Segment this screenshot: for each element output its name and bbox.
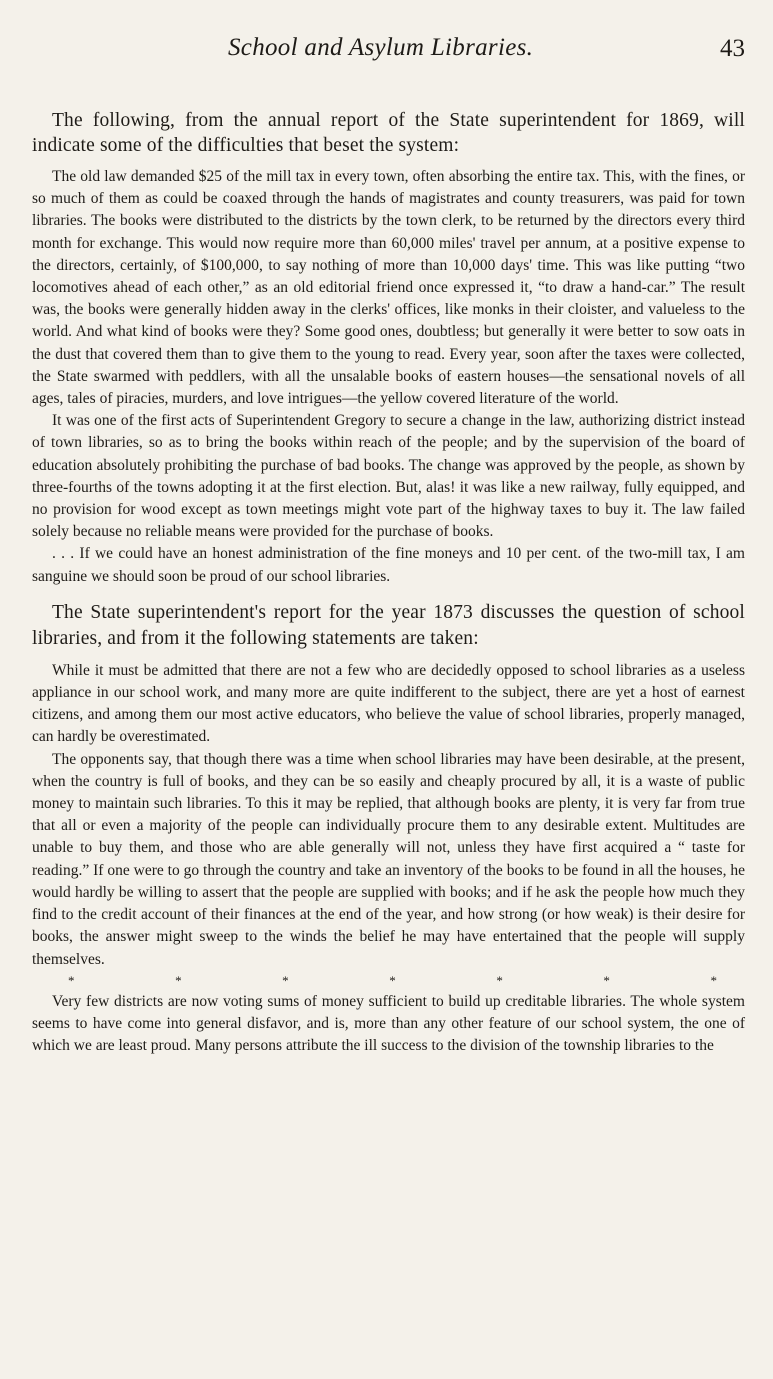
running-title: School and Asylum Libraries. (228, 34, 534, 61)
quote-paragraph: Very few districts are now voting sums of money sufficient to build up creditable libraries. The whole system seems to have come into general disfavor, and is, more than any other feature of our school system, the one of which we are least proud. Many persons attribute the ill success to the division of the township libraries to the (32, 992, 745, 1055)
star-mark: * (496, 972, 503, 988)
quote-paragraph: The opponents say, that though there was a time when school libraries may have been desirable, at the present, when the country is full of books, and they can be so easily and cheaply procured by all, it is a waste of public money to maintain such libraries. To this it may be replied, that although books are plenty, it is very far from true that all or even a majority of the people can individually procure them to any desirable extent. Multitudes are unable to buy them, and those who are able generally will not, unless they have first acquired a “ taste for reading.” If one were to go through the country and take an inventory of the books to be found in all the houses, he would hardly be willing to assert that the people are supplied with books; and if he ask the people how much they find to the credit account of their finances at the end of the year, and how strong (or how weak) is their desire for books, the answer might sweep to the winds the belief he may have entertained that the people will supply themselves. (32, 750, 745, 968)
running-head (32, 30, 745, 70)
quote-paragraph: It was one of the first acts of Superintendent Gregory to secure a change in the law, authorizing district instead of town libraries, so as to bring the books within reach of the people; and by the supervision of the board of education absolutely prohibiting the purchase of bad books. The change was approved by the people, as shown by three-fourths of the towns adopting it at the first election. But, alas! it was like a new railway, fully equipped, and no provision for wood except as town meetings might vote part of the highway taxes to buy it. The law failed solely because no reliable means were provided for the purchase of books. (32, 412, 745, 541)
star-mark: * (603, 972, 610, 988)
page-number: 43 (720, 35, 745, 62)
star-mark: * (710, 972, 717, 988)
quote-paragraph: While it must be admitted that there are not a few who are decidedly opposed to school libraries as a useless appliance in our school work, and many more are quite indifferent to the subject, there are yet a host of earnest citizens, and among them our most active educators, who believe the value of school libraries, properly managed, can hardly be overestimated. (32, 661, 745, 746)
section-break-stars (32, 973, 745, 989)
star-mark: * (389, 972, 396, 988)
quote-paragraph: The old law demanded $25 of the mill tax in every town, often absorbing the entire tax. This, with the fines, or so much of them as could be coaxed through the hands of magistrates and county treasurers, was paid for town libraries. The books were distributed to the districts by the town clerk, to be returned by the directors every third month for exchange. This would now require more than 60,000 miles' travel per annum, at a positive expense to the directors, certainly, of $100,000, to say nothing of more than 10,000 days' time. This was like putting “two locomotives ahead of each other,” as an old editorial friend once expressed it, “to draw a hand-car.” The result was, the books were generally hidden away in the clerks' offices, like monks in their cloister, and valueless to the world. And what kind of books were they? Some good ones, doubtless; but generally it were better to sow oats in the dust that covered them than to give them to the young to read. Every year, soon after the taxes were collected, the State swarmed with peddlers, with all the unsalable books of eastern houses—the sensational novels of all ages, tales of piracies, murders, and love intrigues—the yellow covered literature of the world. (32, 168, 745, 408)
star-mark: * (282, 972, 289, 988)
intro-paragraph-1869: The following, from the annual report of the State superintendent for 1869, will indicate some of the difficulties that beset the system: (32, 110, 745, 156)
quote-paragraph: . . . If we could have an honest administration of the fine moneys and 10 per cent. of the two-mill tax, I am sanguine we should soon be proud of our school libraries. (32, 545, 745, 585)
intro-paragraph-1873: The State superintendent's report for the year 1873 discusses the question of school libraries, and from it the following statements are taken: (32, 601, 745, 649)
star-mark: * (68, 972, 75, 988)
star-mark: * (175, 972, 182, 988)
